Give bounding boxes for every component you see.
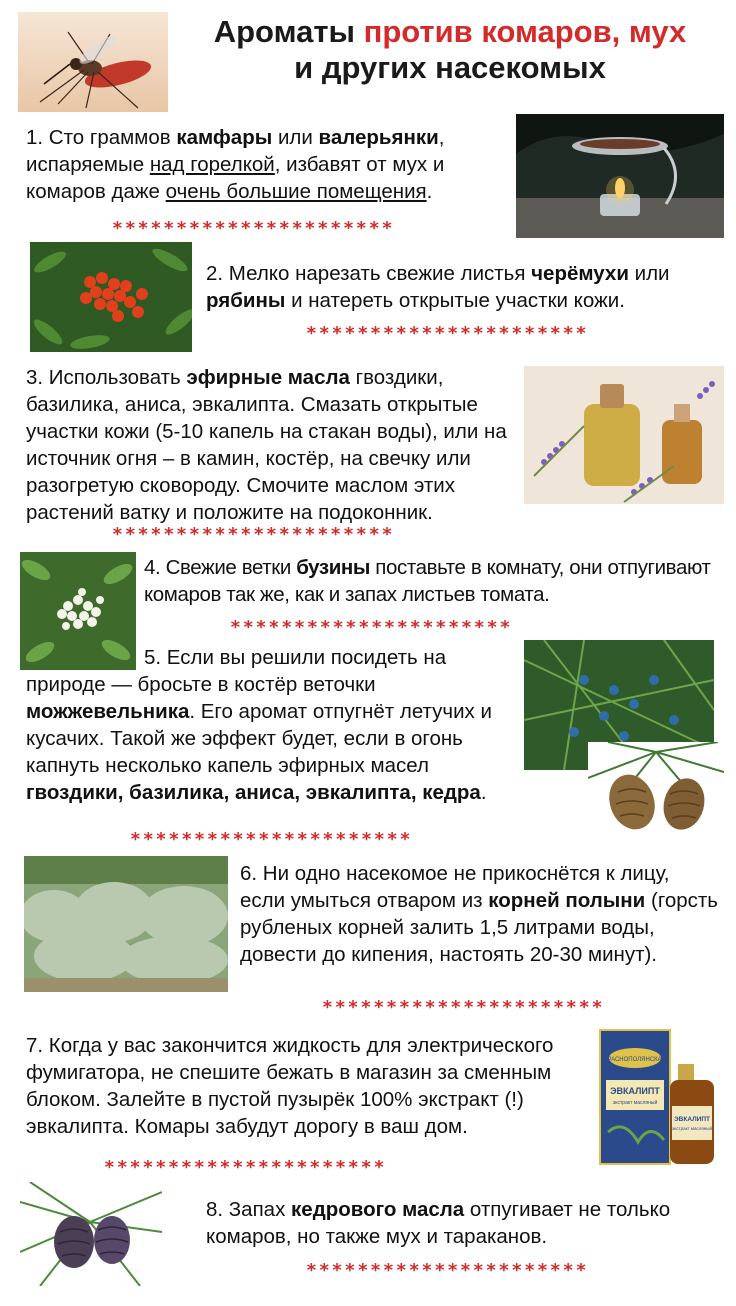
bold-term: черёмухи [531, 262, 629, 285]
box-sub-label: экстракт масляный [612, 1100, 658, 1106]
bottle-name-label: ЭВКАЛИПТ [674, 1116, 710, 1123]
tip-text-segment: . [480, 781, 487, 804]
wormwood-image [24, 856, 228, 992]
title-part2: против комаров, мух [363, 14, 687, 49]
bold-term: можжевельника [26, 700, 190, 723]
bold-term: эфирные масла [186, 366, 350, 389]
underlined-phrase: над горелкой [149, 153, 275, 176]
separator-8: ********************** [306, 1260, 589, 1281]
tip-text-segment: 7. Когда у вас закончится жидкость для электрического фумигатора, не спешите бежать в магазин за сменным блоком. Залейте в пустой пузырёк 100% экстракт (!) эвкалипта. Комары забудут дорогу в ваш дом. [26, 1034, 554, 1138]
tip-8-text [206, 1196, 716, 1250]
eucalyptus-extract-image [594, 1022, 724, 1168]
separator-2: ********************** [306, 323, 589, 344]
essential-oils-image [524, 366, 724, 504]
separator-4: ********************** [230, 617, 513, 638]
separator-6: ********************** [322, 997, 605, 1018]
tip-2-text [206, 260, 716, 314]
tip-6-text [240, 860, 720, 968]
underlined-phrase: очень большие помещения [165, 180, 427, 203]
separator-7: ********************** [104, 1157, 387, 1178]
tip-text-segment: , избавят от мух и комаров даже [26, 153, 445, 203]
title-part1: Ароматы [213, 14, 364, 49]
tip-text-segment: и натереть открытые участки кожи. [285, 289, 625, 312]
bold-term: рябины [206, 289, 286, 312]
tip-1-text [26, 124, 506, 205]
tip-4-text [144, 554, 719, 608]
bold-term: корней полыни [488, 889, 646, 912]
separator-3: ********************** [112, 524, 395, 545]
bold-term: камфары [176, 126, 273, 149]
tip-text-segment: , испаряемые [26, 126, 445, 176]
oil-burner-image [516, 114, 724, 238]
tip-text-segment: 1. Сто граммов [26, 126, 177, 149]
tip-text-segment: 2. Мелко нарезать свежие листья [206, 262, 532, 285]
bold-term: валерьянки [318, 126, 439, 149]
tip-text-segment: 5. Если вы решили посидеть на природе — бросьте в костёр веточки [26, 646, 447, 696]
tip-text-segment: . [426, 180, 433, 203]
bold-term: бузины [296, 556, 370, 579]
tip-5-text [26, 644, 526, 828]
rowan-image [30, 242, 192, 352]
tip-text-segment: отпугивает не только комаров, но также мух и тараканов. [206, 1198, 671, 1248]
separator-1: ********************** [112, 218, 395, 239]
tip-text-segment: (горсть рубленых корней залить 1,5 литрами воды, довести до кипения, настоять 20-30 минут). [240, 889, 718, 966]
tip-text-segment: поставьте в комнату, они отпугивают комаров так же, как и запах листьев томата. [144, 556, 711, 606]
tip-5-indent [26, 644, 144, 671]
bottle-sub-label: экстракт масляный [671, 1126, 713, 1131]
mosquito-image [18, 12, 168, 112]
tip-7-text [26, 1032, 586, 1140]
pine-cones-image [588, 742, 724, 838]
separator-5: ********************** [130, 829, 413, 850]
tip-text-segment: или [628, 262, 670, 285]
tip-text-segment: . Его аромат отпугнёт летучих и кусачих. Такой же эффект будет, если в огонь капнуть несколько капель эфирных масел [26, 700, 492, 777]
bold-term: кедрового масла [291, 1198, 465, 1221]
title-part3: и других насекомых [294, 50, 606, 85]
tip-text-segment: гвоздики, базилика, аниса, эвкалипта. Смазать открытые участки кожи (5-10 капель на стакан воды), или на источник огня – в камин, костёр, на свечку или разогретую сковороду. Смочите маслом этих растений ватку и положите на подоконник. [26, 366, 507, 524]
bold-term: гвоздики, базилика, аниса, эвкалипта, кедра [26, 781, 481, 804]
tip-text-segment: 4. Свежие ветки [144, 556, 297, 579]
tip-text-segment: 6. Ни одно насекомое не прикоснётся к лицу, если умыться отваром из [240, 862, 670, 912]
page-title [170, 14, 730, 86]
tip-3-text [26, 364, 526, 526]
box-name-label: ЭВКАЛИПТ [610, 1086, 660, 1096]
tip-text-segment: или [272, 126, 319, 149]
cedar-cones-image [20, 1182, 162, 1286]
tip-text-segment: 8. Запах [206, 1198, 292, 1221]
tip-text-segment: 3. Использовать [26, 366, 187, 389]
box-brand-label: КРАСНОПОЛЯНСКАЯ [604, 1057, 666, 1063]
